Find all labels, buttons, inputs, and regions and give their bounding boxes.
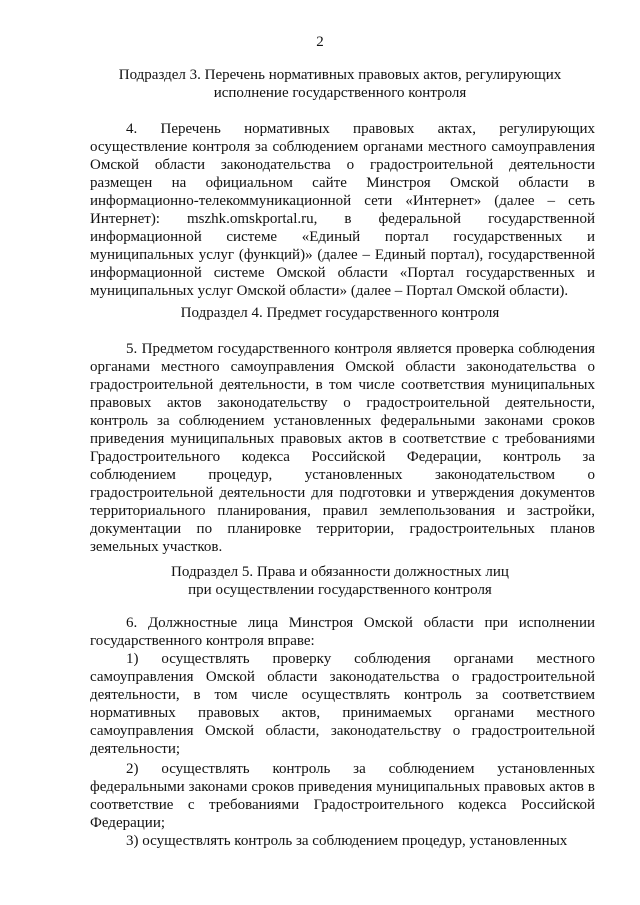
page-number: 2 bbox=[316, 34, 324, 50]
list-item-1: 1) осуществлять проверку соблюдения органами местного самоуправления Омской области законодательства о градостроительной деятельности, в том числе осуществлять контроль за соответствием нормативных правовых актов, принимаемых органами местного самоуправления Омской области, законодательству о градостроительной деятельности; bbox=[90, 651, 595, 757]
paragraph-6: 6. Должностные лица Минстроя Омской области при исполнении государственного контроля вправе: bbox=[90, 615, 595, 649]
subsection-4-heading: Подраздел 4. Предмет государственного контроля bbox=[180, 305, 500, 321]
list-item-2: 2) осуществлять контроль за соблюдением установленных федеральными законами сроков приведения муниципальных правовых актов в соответствие с требованиями Градостроительного кодекса Российской Федерации; bbox=[90, 761, 595, 831]
paragraph-5: 5. Предметом государственного контроля является проверка соблюдения органами местного самоуправления Омской области законодательства о градостроительной деятельности, в том числе соответствия муниципальных правовых актов законодательству о градостроительной деятельности, контроль за соблюдением установленных федеральными законами сроков приведения муниципальных правовых актов в соответствие с требованиями Градостроительного кодекса Российской Федерации, контроль за соблюдением процедур, установленных законодательством о градостроительной деятельности для подготовки и утверждения документов территориального планирования, правил землепользования и застройки, документации по планировке территории, градостроительных планов земельных участков. bbox=[90, 341, 595, 555]
subsection-5-heading-line2: при осуществлении государственного контроля bbox=[188, 582, 492, 598]
subsection-3-heading: Подраздел 3. Перечень нормативных правовых актов, регулирующих исполнение государственного контроля bbox=[118, 67, 562, 101]
subsection-5-heading-line1: Подраздел 5. Права и обязанности должностных лиц bbox=[171, 564, 509, 580]
paragraph-4: 4. Перечень нормативных правовых актах, регулирующих осуществление контроля за соблюдением органами местного самоуправления Омской области законодательства о градостроительной деятельности размещен на официальном сайте Минстроя Омской области в информационно-телекоммуникационной сети «Интернет» (далее – сеть Интернет): mszhk.omskportal.ru, в федеральной государственной информационной системе «Единый портал государственных и муниципальных услуг (функций)» (далее – Единый портал), государственной информационной системе Омской области «Портал государственных и муниципальных услуг Омской области» (далее – Портал Омской области). bbox=[90, 121, 595, 299]
list-item-3: 3) осуществлять контроль за соблюдением процедур, установленных bbox=[126, 833, 568, 849]
